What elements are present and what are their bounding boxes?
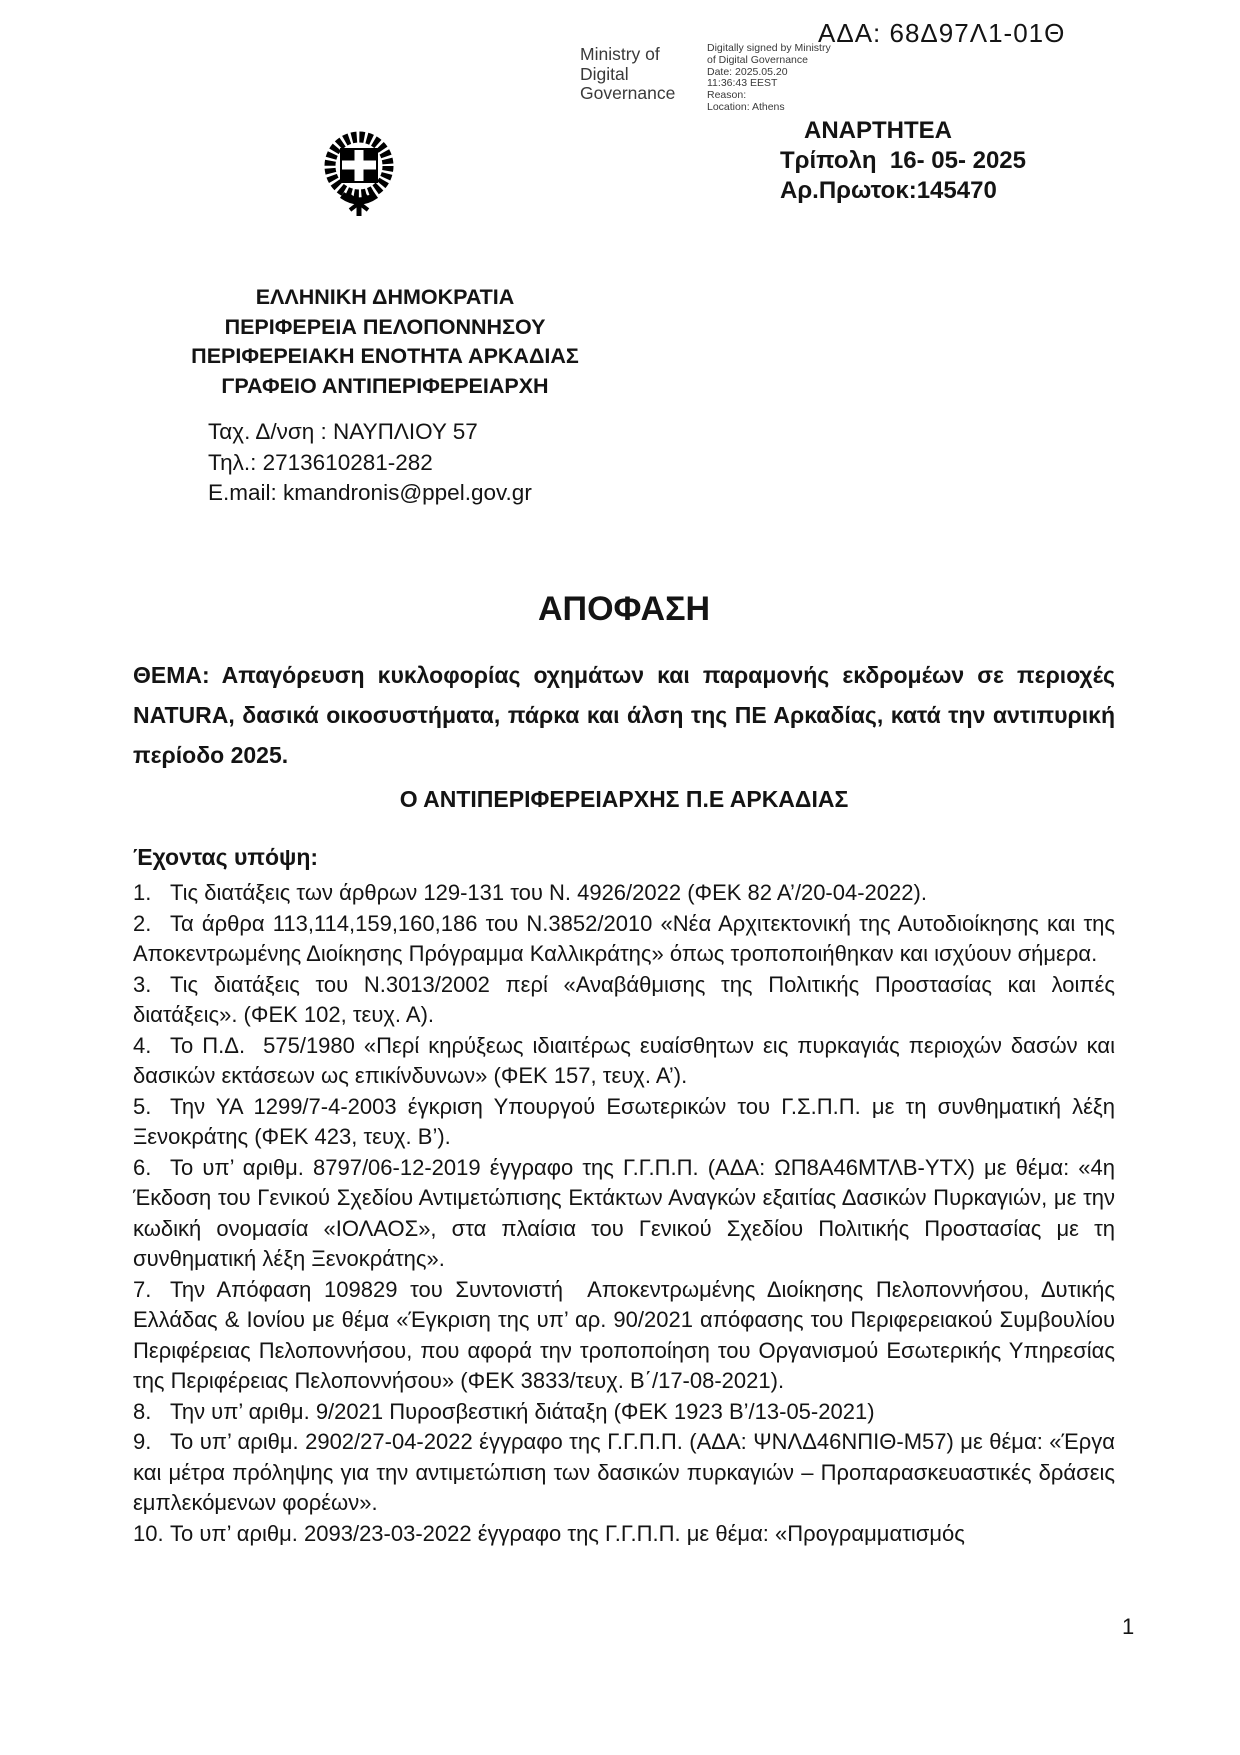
signature-detail-line: Digitally signed by Ministry	[707, 42, 831, 54]
list-item	[133, 1427, 1115, 1519]
subject-text: Απαγόρευση κυκλοφορίας οχημάτων και παραμονής εκδρομέων σε περιοχές NATURA, δασικά οικοσυστήματα, πάρκα και άλση της ΠΕ Αρκαδίας, κατά την αντιπυρική περίοδο 2025.	[133, 662, 1115, 768]
page-number: 1	[1122, 1614, 1135, 1639]
list-item	[133, 909, 1115, 970]
subject-label: ΘΕΜΑ:	[133, 662, 210, 688]
anartitea-label: ΑΝΑΡΤΗΤΕΑ	[804, 117, 952, 144]
list-item-text: Το Π.Δ. 575/1980 «Περί κηρύξεως ιδιαιτέρως ευαίσθητων εις πυρκαγιάς περιοχών δασών και δασικών εκτάσεων ως επικίνδυνων» (ΦΕΚ 157, τευχ. Α’).	[133, 1032, 1115, 1088]
protocol-number: Αρ.Πρωτοκ:145470	[780, 177, 997, 204]
letterhead-org-line: ΠΕΡΙΦΕΡΕΙΑΚΗ ΕΝΟΤΗΤΑ ΑΡΚΑΔΙΑΣ	[191, 344, 579, 368]
list-item-number: 6.	[133, 1154, 152, 1180]
contact-block	[208, 417, 532, 509]
signature-org-line: Digital	[580, 63, 629, 84]
signature-detail-line: of Digital Governance	[707, 53, 808, 66]
list-item-number: 5.	[133, 1093, 152, 1119]
list-item-number: 1.	[133, 880, 152, 905]
considering-label: Έχοντας υπόψη:	[133, 844, 319, 870]
list-item-text: Τα άρθρα 113,114,159,160,186 του Ν.3852/2010 «Νέα Αρχιτεκτονική της Αυτοδιοίκησης και της Αποκεντρωμένης Διοίκησης Πρόγραμμα Καλλικράτης» όπως τροποποιήθηκαν και ισχύουν σήμερα.	[133, 910, 1115, 966]
signature-details	[707, 43, 831, 114]
signature-org	[580, 45, 675, 104]
list-item-text: Την υπ’ αριθμ. 9/2021 Πυροσβεστική διάταξη (ΦΕΚ 1923 Β’/13-05-2021)	[170, 1398, 875, 1424]
list-item-text: Τις διατάξεις του Ν.3013/2002 περί «Αναβάθμισης της Πολιτικής Προστασίας και λοιπές διατάξεις». (ΦΕΚ 102, τευχ. Α).	[133, 971, 1115, 1027]
list-item-number: 3.	[133, 971, 152, 997]
letterhead-org-line: ΠΕΡΙΦΕΡΕΙΑ ΠΕΛΟΠΟΝΝΗΣΟΥ	[224, 314, 546, 339]
list-item-number: 10.	[133, 1520, 164, 1546]
subject-paragraph	[133, 655, 1115, 775]
contact-address: Ταχ. Δ/νση : ΝΑΥΠΛΙΟΥ 57	[208, 419, 478, 444]
contact-email: E.mail: kmandronis@ppel.gov.gr	[208, 480, 532, 505]
signature-detail-line: 11:36:43 EEST	[707, 77, 778, 90]
ada-code: ΑΔΑ: 68Δ97Λ1-01Θ	[818, 18, 1066, 48]
list-item	[133, 1275, 1115, 1397]
list-item-text: Την Απόφαση 109829 του Συντονιστή Αποκεντρωμένης Διοίκησης Πελοποννήσου, Δυτικής Ελλάδας & Ιονίου με θέμα «Έγκριση της υπ’ αρ. 90/2021 απόφασης του Περιφερειακού Συμβουλίου Περιφέρειας Πελοποννήσου, που αφορά την τροποποίηση του Οργανισμού Εσωτερικής Υπηρεσίας της Περιφέρειας Πελοποννήσου» (ΦΕΚ 3833/τευχ. Β΄/17-08-2021).	[133, 1276, 1115, 1393]
signature-org-line: Governance	[580, 83, 676, 103]
letterhead-org	[160, 283, 610, 401]
letterhead-org-line: ΓΡΑΦΕΙΟ ΑΝΤΙΠΕΡΙΦΕΡΕΙΑΡΧΗ	[221, 373, 549, 398]
signature-detail-line: Date: 2025.05.20	[707, 65, 788, 78]
authority-line: Ο ΑΝΤΙΠΕΡΙΦΕΡΕΙΑΡΧΗΣ Π.Ε ΑΡΚΑΔΙΑΣ	[399, 786, 849, 812]
legal-references-list	[133, 878, 1115, 1549]
list-item	[133, 970, 1115, 1031]
list-item	[133, 1519, 1115, 1550]
list-item	[133, 1397, 1115, 1428]
signature-detail-line: Location: Athens	[707, 100, 785, 113]
list-item-number: 2.	[133, 910, 152, 936]
list-item-number: 9.	[133, 1429, 152, 1454]
list-item-text: Την ΥΑ 1299/7-4-2003 έγκριση Υπουργού Εσωτερικών του Γ.Σ.Π.Π. με τη συνθηματική λέξη Ξενοκράτης (ΦΕΚ 423, τευχ. Β’).	[133, 1093, 1115, 1149]
letterhead-org-line: ΕΛΛΗΝΙΚΗ ΔΗΜΟΚΡΑΤΙΑ	[255, 285, 515, 309]
list-item	[133, 1092, 1115, 1153]
list-item-number: 8.	[133, 1398, 152, 1424]
list-item-number: 4.	[133, 1032, 152, 1058]
place-date: Τρίπολη 16- 05- 2025	[780, 147, 1026, 174]
document-title: ΑΠΟΦΑΣΗ	[537, 590, 711, 628]
list-item-text: Το υπ’ αριθμ. 2093/23-03-2022 έγγραφο της Γ.Γ.Π.Π. με θέμα: «Προγραμματισμός	[170, 1520, 965, 1546]
signature-detail-line: Reason:	[707, 89, 747, 102]
signature-org-line: Ministry of	[580, 44, 660, 64]
protocol-stamp	[780, 116, 1026, 206]
list-item-number: 7.	[133, 1276, 152, 1302]
list-item-text: Τις διατάξεις των άρθρων 129-131 του Ν. 4926/2022 (ΦΕΚ 82 Α’/20-04-2022).	[170, 880, 927, 905]
hellenic-republic-emblem-icon	[320, 126, 398, 223]
list-item	[133, 878, 1115, 909]
list-item	[133, 1031, 1115, 1092]
list-item-text: Το υπ’ αριθμ. 2902/27-04-2022 έγγραφο της Γ.Γ.Π.Π. (ΑΔΑ: ΨΝΛΔ46ΝΠΙΘ-Μ57) με θέμα: «Έργα και μέτρα πρόληψης για την αντιμετώπιση των δασικών πυρκαγιών – Προπαρασκευαστικές δράσεις εμπλεκόμενων φορέων».	[133, 1429, 1115, 1515]
contact-phone: Τηλ.: 2713610281-282	[208, 449, 433, 475]
list-item-text: Το υπ’ αριθμ. 8797/06-12-2019 έγγραφο της Γ.Γ.Π.Π. (ΑΔΑ: ΩΠ8Α46ΜΤΛΒ-ΥΤΧ) με θέμα: «4η Έκδοση του Γενικού Σχεδίου Αντιμετώπισης Εκτάκτων Αναγκών εξαιτίας Δασικών Πυρκαγιών, με την κωδική ονομασία «ΙΟΛΑΟΣ», στα πλαίσια του Γενικού Σχεδίου Πολιτικής Προστασίας με τη συνθηματική λέξη Ξενοκράτης».	[133, 1154, 1115, 1271]
list-item	[133, 1153, 1115, 1275]
